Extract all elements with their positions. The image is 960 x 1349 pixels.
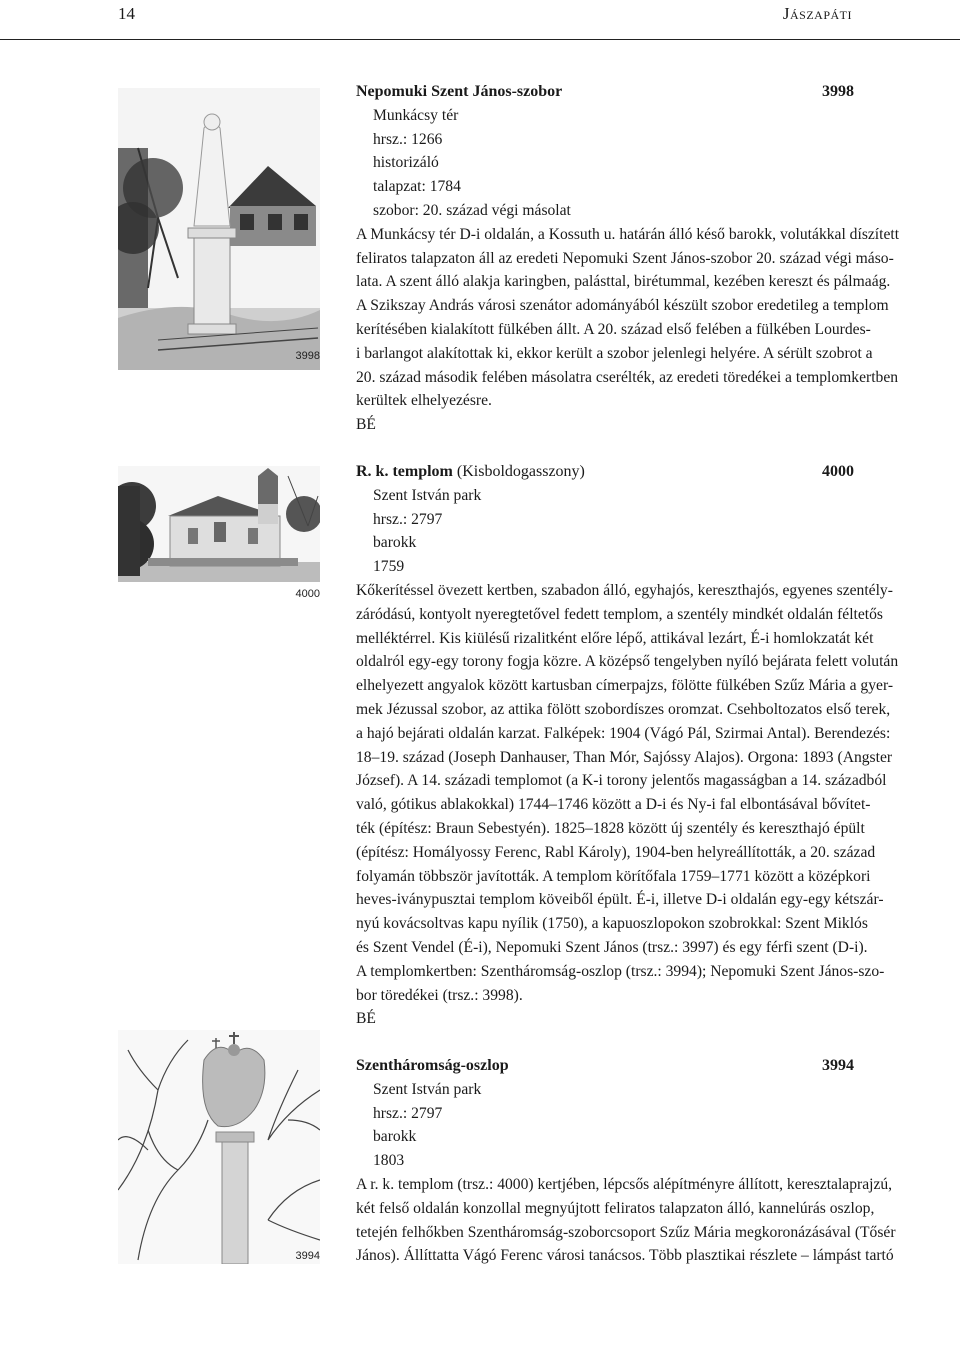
- desc-line: nyú kovácsoltvas kapu nyílik (1750), a kapuoszlopokon szobrokkal: Szent Miklós: [356, 915, 868, 933]
- photo-caption-4000: 4000: [295, 588, 320, 600]
- meta-parcel: hrsz.: 1266: [373, 130, 443, 148]
- desc-line: (építész: Homályossy Ferenc, Rabl Károly), 1904-ben helyreállították, a 20. század: [356, 843, 876, 861]
- entry-title-row: [356, 80, 854, 104]
- meta-style: historizáló: [373, 154, 439, 172]
- meta-date: talapzat: 1784: [373, 178, 461, 196]
- entry-meta: [356, 1078, 854, 1173]
- entry-3998: [356, 80, 900, 437]
- trinity-column-photo: [118, 1030, 320, 1264]
- meta-parcel: hrsz.: 2797: [373, 510, 443, 528]
- desc-line: heves-iványpusztai templom köveiből épült. É-i, illetve D-i oldalán egy-egy kétszár-: [356, 891, 884, 909]
- desc-line: A r. k. templom (trsz.: 4000) kertjében, lépcsős alépítményre állított, keresztalaprajzú,: [356, 1175, 893, 1193]
- desc-line: feliratos talapzaton áll az eredeti Nepomuki Szent János-szobor 20. század végi máso-: [356, 249, 894, 267]
- desc-line: tetején felhőkben Szentháromság-szoborcsoport Szűz Mária megkoronázásával (Tősér: [356, 1223, 896, 1241]
- desc-line: József). A 14. századi templomot (a K-i torony jelentős magasságban a 14. századból: [356, 772, 887, 790]
- desc-line: két felső oldalán konzollal megnyújtott feliratos talapzaton álló, kannelúrás oszlop,: [356, 1199, 875, 1217]
- statue-photo: [118, 88, 320, 370]
- photo-caption-3994: 3994: [295, 1250, 320, 1262]
- desc-line: bor töredékei (trsz.: 3998).: [356, 986, 523, 1004]
- desc-line: A Munkácsy tér D-i oldalán, a Kossuth u. határán álló késő barokk, volutákkal díszített: [356, 225, 900, 243]
- entry-id: 4000: [822, 463, 854, 480]
- desc-line: való, gótikus ablakokkal) 1744–1746 között a D-i és Ny-i fal elbontásával bővítet-: [356, 796, 871, 814]
- entry-3994: [356, 1054, 896, 1268]
- meta-parcel: hrsz.: 2797: [373, 1104, 443, 1122]
- meta-location: Szent István park: [373, 486, 482, 504]
- entry-title: Szentháromság-oszlop: [356, 1057, 509, 1074]
- desc-line: folyamán többször javították. A templom körítőfala 1759–1771 között a középkori: [356, 867, 871, 885]
- meta-location: Szent István park: [373, 1080, 482, 1098]
- meta-style: barokk: [373, 1128, 417, 1146]
- desc-line: lata. A szent álló alakja karingben, palásttal, birétummal, kezében kereszt és pálmaág.: [356, 273, 891, 291]
- meta-date-statue: szobor: 20. század végi másolat: [373, 201, 571, 219]
- meta-style: barokk: [373, 534, 417, 552]
- entry-title-row: [356, 1054, 854, 1078]
- running-title: Jászapáti: [782, 4, 852, 23]
- entry-description: [356, 579, 899, 1007]
- entry-description: [356, 223, 900, 413]
- photo-caption-3998: 3998: [295, 350, 320, 362]
- entry-author: BÉ: [356, 416, 376, 434]
- page-number: 14: [118, 4, 135, 23]
- entry-meta: [356, 104, 854, 223]
- entry-4000: [356, 460, 899, 1031]
- desc-line: és Szent Vendel (É-i), Nepomuki Szent János (trsz.: 3997) és egy férfi szent (D-i).: [356, 938, 868, 956]
- entry-meta: [356, 484, 854, 579]
- desc-line: kerültek elhelyezésre.: [356, 392, 492, 410]
- desc-line: melléktérrel. Kis kiülésű rizalitként előre lépő, attikával lezárt, É-i homlokzatát két: [356, 629, 874, 647]
- entry-id: 3998: [822, 83, 854, 100]
- meta-date: 1803: [373, 1152, 405, 1170]
- desc-line: elhelyezett angyalok között kartusban címerpajzs, fölötte fülkében Szűz Mária a gyer-: [356, 677, 894, 695]
- desc-line: 20. század második felében másolatra cserélték, az eredeti töredékei a templomkertben: [356, 368, 899, 386]
- entry-description: [356, 1173, 896, 1268]
- entry-title: R. k. templom (Kisboldogasszony): [356, 463, 585, 480]
- meta-location: Munkácsy tér: [373, 106, 459, 124]
- desc-line: mek Jézussal szobor, az attika fölött szobordíszes oromzat. Csehboltozatos első terek,: [356, 700, 891, 718]
- entry-title-row: [356, 460, 854, 484]
- page-header: [0, 0, 960, 40]
- entry-title-extra: (Kisboldogasszony): [456, 463, 585, 480]
- desc-line: 18–19. század (Joseph Danhauser, Than Mór, Sajóssy Alajos). Orgona: 1893 (Angster: [356, 748, 893, 766]
- desc-line: záródású, kontyolt nyeregtetővel fedett templom, a szentély mindkét oldalán féltetős: [356, 605, 883, 623]
- desc-line: oldalról egy-egy torony fogja közre. A középső tengelyben nyíló bejárata felett volután: [356, 653, 899, 671]
- desc-line: Kőkerítéssel övezett kertben, szabadon álló, egyhajós, kereszthajós, egyenes szentély-: [356, 581, 893, 599]
- entry-title: Nepomuki Szent János-szobor: [356, 83, 563, 100]
- church-photo: [118, 466, 320, 582]
- header-rule: [0, 39, 960, 40]
- desc-line: A Szikszay András városi szenátor adományából készült szobor eredetileg a templom: [356, 297, 889, 315]
- desc-line: a hajó bejárati oldalán karzat. Falképek: 1904 (Vágó Pál, Szirmai Antal). Berendezés:: [356, 724, 891, 742]
- desc-line: A templomkertben: Szentháromság-oszlop (trsz.: 3994); Nepomuki Szent János-szo-: [356, 962, 885, 980]
- desc-line: kerítésében kialakított fülkében állt. A 20. század első felében a fülkében Lourdes-: [356, 320, 871, 338]
- meta-date: 1759: [373, 558, 405, 576]
- desc-line: János). Állíttatta Vágó Ferenc városi tanácsos. Több plasztikai részlete – lámpást tartó: [356, 1247, 894, 1265]
- desc-line: ték (építész: Braun Sebestyén). 1825–1828 között új szentély és kereszthajó épült: [356, 819, 865, 837]
- entry-id: 3994: [822, 1057, 854, 1074]
- entry-author: BÉ: [356, 1010, 376, 1028]
- desc-line: i barlangot alakítottak ki, ekkor került a szobor jelenlegi helyére. A sérült szobrot a: [356, 344, 873, 362]
